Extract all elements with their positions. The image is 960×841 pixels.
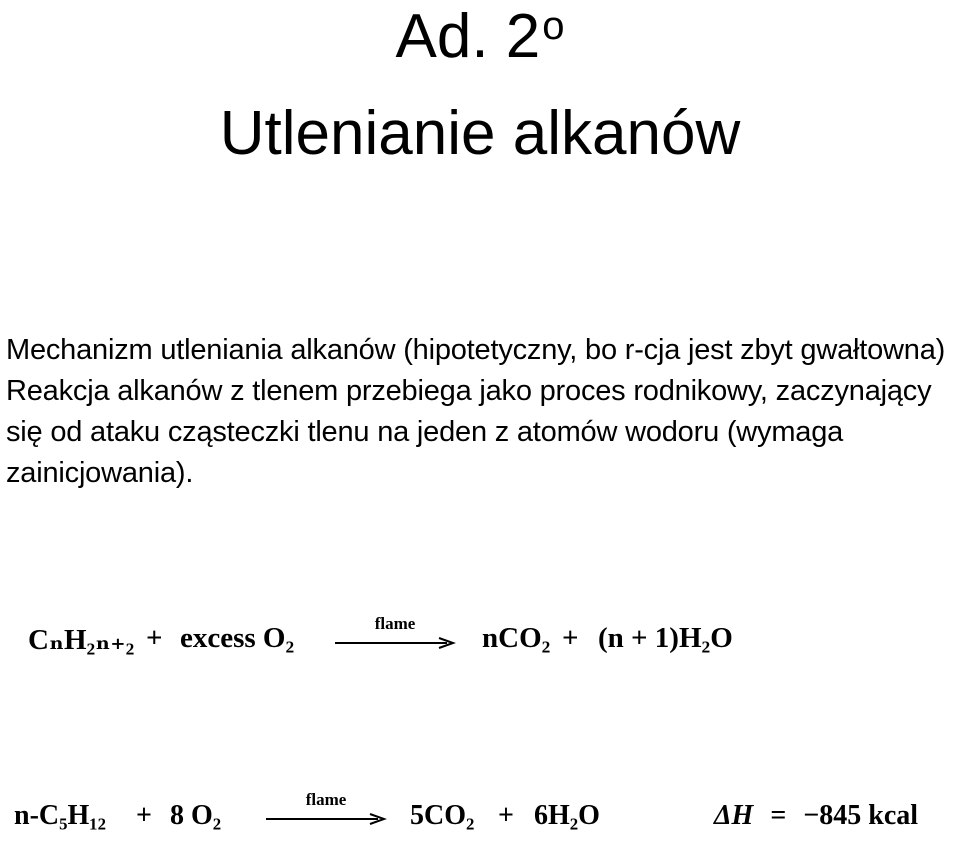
eq1-product-1: nCO₂ [482, 622, 551, 654]
title-line-1 [0, 2, 960, 72]
eq1-arrow [333, 614, 457, 662]
eq1-plus-1: + [146, 622, 163, 654]
paragraph-mechanism [6, 330, 956, 371]
eq2-reactant-2: 8 O₂ [170, 800, 222, 831]
body-text [6, 330, 956, 494]
enthalpy-value: −845 kcal [803, 800, 919, 831]
eq2-plus-1: + [136, 800, 152, 831]
eq1-arrow-label: flame [374, 614, 416, 633]
eq1-product-2: (n + 1)H₂O [598, 622, 733, 654]
eq2-arrow [264, 790, 388, 840]
eq2-reactant: n-C₅H₁₂ [14, 800, 107, 831]
right-arrow-icon [264, 812, 388, 826]
eq1-reactant-2: excess O₂ [180, 622, 295, 654]
eq1-reactant: CₙH₂ₙ₊₂ [28, 624, 135, 656]
equation-general [28, 614, 768, 670]
title-superscript: o [542, 4, 565, 48]
eq1-plus-2: + [562, 622, 579, 654]
eq2-product-1: 5CO₂ [410, 800, 475, 831]
paragraph-mechanism-text: Mechanizm utleniania alkanów (hipotetyczny, bo r-cja jest zbyt gwałtowna) [6, 334, 946, 366]
eq2-product-2: 6H₂O [534, 800, 600, 831]
title-line-2: Utlenianie alkanów [219, 99, 741, 168]
title-number: Ad. 2 [395, 2, 541, 71]
paragraph-reaction-text: Reakcja alkanów z tlenem przebiega jako proces rodnikowy, zaczynający się od ataku cząsteczki tlenu na jeden z atomów wodoru (wymaga zainicjowania). [6, 375, 932, 489]
right-arrow-icon [333, 636, 457, 650]
paragraph-reaction [6, 371, 956, 494]
equation-pentane [14, 790, 954, 840]
eq2-plus-2: + [498, 800, 514, 831]
enthalpy-equals: = [770, 800, 787, 831]
enthalpy-symbol: ΔH [714, 800, 754, 831]
enthalpy-expression [714, 800, 918, 832]
eq2-arrow-label: flame [305, 790, 347, 809]
